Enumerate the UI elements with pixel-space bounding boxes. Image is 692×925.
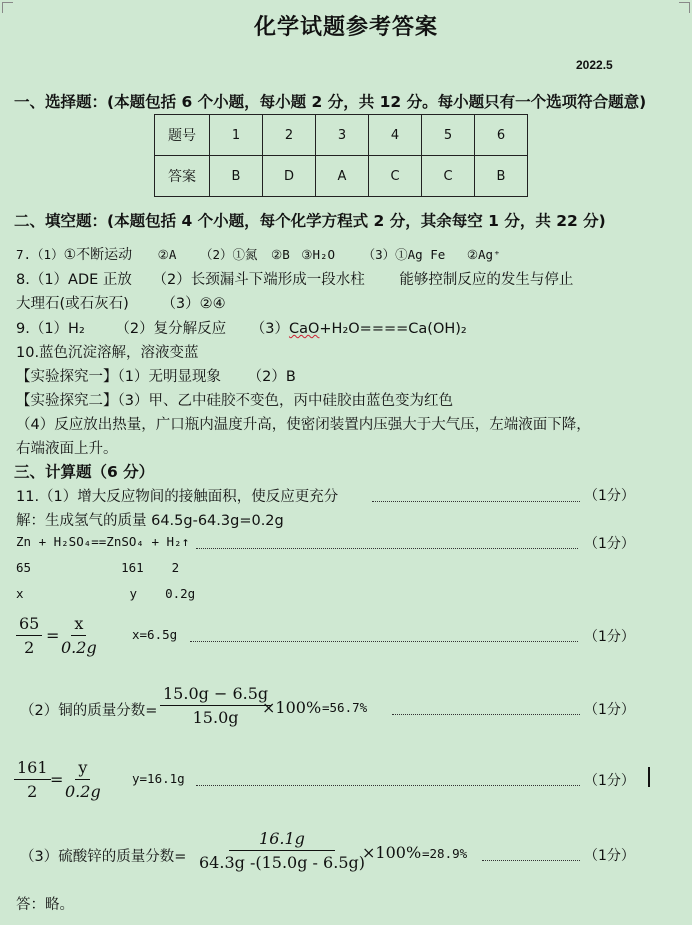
question-number: 1: [210, 115, 263, 156]
q7-b3: ③H₂O: [301, 247, 336, 262]
q9-line: [16, 317, 467, 338]
q9-part3: （3）: [250, 321, 289, 337]
copper-result: =56.7%: [322, 700, 368, 715]
times-100-percent: ×100%: [362, 843, 422, 862]
question-number: 6: [475, 115, 528, 156]
question-number: 2: [263, 115, 316, 156]
probe1-line: [16, 365, 296, 386]
q11-part1: 11.（1）增大反应物间的接触面积，使反应更充分: [16, 489, 339, 505]
fraction-numerator: x: [71, 614, 86, 636]
q7-line: [16, 244, 501, 264]
q9-equation: +H₂O====Ca(OH)₂: [319, 321, 467, 337]
points-label: （1分）: [584, 488, 635, 504]
fraction-denominator: 2: [27, 782, 38, 801]
points-label: （1分）: [584, 629, 635, 645]
fraction-numerator: 15.0g − 6.5g: [160, 684, 271, 706]
dot-leader: [372, 501, 580, 502]
fraction-161-2: [14, 758, 51, 801]
ratio-value: 161: [121, 560, 144, 575]
answer-cell: C: [422, 156, 475, 197]
answer-cell: A: [316, 156, 369, 197]
q7-b1: ①氮: [232, 247, 258, 262]
final-answer: 答：略。: [16, 897, 74, 913]
ratio-value: 65: [16, 560, 32, 575]
equals-sign: =: [46, 626, 60, 645]
section1-heading: 一、选择题：(本题包括 6 个小题，每小题 2 分，共 12 分。每小题只有一个选项符合题意): [14, 93, 647, 111]
answer-cell: D: [263, 156, 316, 197]
question-number: 4: [369, 115, 422, 156]
q8-part2: （2）长颈漏斗下端形成一段水柱: [152, 272, 365, 288]
fraction-denominator: 0.2g: [61, 638, 97, 657]
copper-fraction: [160, 684, 271, 727]
exam-date: 2022.5: [576, 58, 613, 72]
q7-num: 7.（1）: [16, 247, 64, 262]
ratio-value: 2: [171, 560, 180, 575]
zinc-sulfate-result: =28.9%: [422, 846, 468, 861]
q4-line1: （4）反应放出热量，广口瓶内温度升高，使密闭装置内压强大于大气压，左端液面下降，: [16, 417, 591, 433]
q8-part5: （3）②④: [161, 296, 226, 312]
result-x: x=6.5g: [132, 627, 178, 642]
probe1-a: （1）无明显现象: [117, 369, 221, 385]
dot-leader: [392, 714, 580, 715]
answer-cell: B: [210, 156, 263, 197]
copper-fraction-label: （2）铜的质量分数=: [20, 703, 158, 719]
probe2-text: （3）甲、乙中硅胶不变色，丙中硅胶由蓝色变为红色: [117, 393, 453, 409]
probe1-b: （2）B: [247, 369, 296, 385]
times-100-percent: ×100%: [262, 698, 322, 717]
dot-leader: [196, 785, 580, 786]
q7-c2: ②Ag⁺: [466, 247, 501, 262]
ratio-value: x: [16, 586, 24, 601]
q8-part4: 大理石(或石灰石): [16, 296, 129, 312]
q8-part3: 能够控制反应的发生与停止: [399, 272, 574, 288]
points-label: （1分）: [584, 773, 635, 789]
points-label: （1分）: [584, 702, 635, 718]
question-number: 5: [422, 115, 475, 156]
q8-line2: [16, 292, 226, 313]
q8-part1: 8.（1）ADE 正放: [16, 272, 132, 288]
points-label: （1分）: [584, 848, 635, 864]
fraction-x-02g: [58, 614, 100, 657]
ratio-value: y: [129, 586, 138, 601]
q9-part2: （2）复分解反应: [115, 321, 227, 337]
answer-cell: C: [369, 156, 422, 197]
solve-line: 解：生成氢气的质量 64.5g-64.3g=0.2g: [16, 513, 284, 529]
probe2-label: 【实验探究二】: [16, 393, 118, 409]
ratio-row-1: [16, 560, 179, 575]
points-label: （1分）: [584, 536, 635, 552]
zinc-sulfate-fraction-label: （3）硫酸锌的质量分数=: [20, 849, 187, 865]
question-number: 3: [316, 115, 369, 156]
q7-p3: （3）: [362, 247, 396, 262]
q8-line1: [16, 268, 573, 289]
fraction-numerator: 16.1g: [229, 829, 335, 851]
q7-b2: ②B: [271, 247, 290, 262]
q7-p2: （2）: [199, 247, 233, 262]
fraction-65-2: [16, 614, 42, 657]
answer-cell: B: [475, 156, 528, 197]
fraction-numerator: 65: [16, 614, 42, 636]
fraction-denominator: 15.0g: [192, 708, 239, 727]
fraction-denominator: 64.3g -(15.0g - 6.5g): [199, 853, 365, 872]
page-title: 化学试题参考答案: [253, 15, 438, 40]
ratio-row-2: [16, 586, 195, 601]
fraction-denominator: 2: [24, 638, 35, 657]
dot-leader: [482, 860, 580, 861]
q7-c1: ①Ag Fe: [395, 247, 446, 262]
dot-leader: [196, 548, 578, 549]
row-label-question: 题号: [155, 115, 210, 156]
reaction-equation: Zn + H₂SO₄==ZnSO₄ + H₂↑: [16, 534, 190, 549]
section2-heading: 二、填空题：(本题包括 4 个小题，每个化学方程式 2 分，其余每空 1 分，共 22 分): [14, 212, 606, 230]
fraction-numerator: y: [75, 758, 90, 780]
section3-heading: 三、计算题（6 分）: [14, 463, 155, 481]
zinc-sulfate-fraction: [196, 829, 368, 872]
fraction-numerator: 161: [14, 758, 51, 780]
row-label-answer: 答案: [155, 156, 210, 197]
ratio-value: 0.2g: [165, 586, 196, 601]
probe2-line: [16, 389, 453, 410]
fraction-y-02g: [62, 758, 104, 801]
table-row: [155, 115, 528, 156]
probe1-label: 【实验探究一】: [16, 369, 118, 385]
q7-a1: ①不断运动: [63, 247, 133, 263]
fraction-denominator: 0.2g: [65, 782, 101, 801]
q9-part1: 9.（1）H₂: [16, 321, 85, 337]
q4-line2: 右端液面上升。: [16, 441, 118, 457]
equals-sign: =: [50, 770, 64, 789]
text-cursor: [648, 767, 650, 787]
q7-a2: ②A: [157, 247, 177, 262]
answer-table: [154, 114, 528, 197]
q9-cao: CaO: [288, 321, 320, 337]
dot-leader: [190, 641, 578, 642]
table-row: [155, 156, 528, 197]
q10-line: 10.蓝色沉淀溶解，溶液变蓝: [16, 345, 199, 361]
result-y: y=16.1g: [132, 771, 185, 786]
